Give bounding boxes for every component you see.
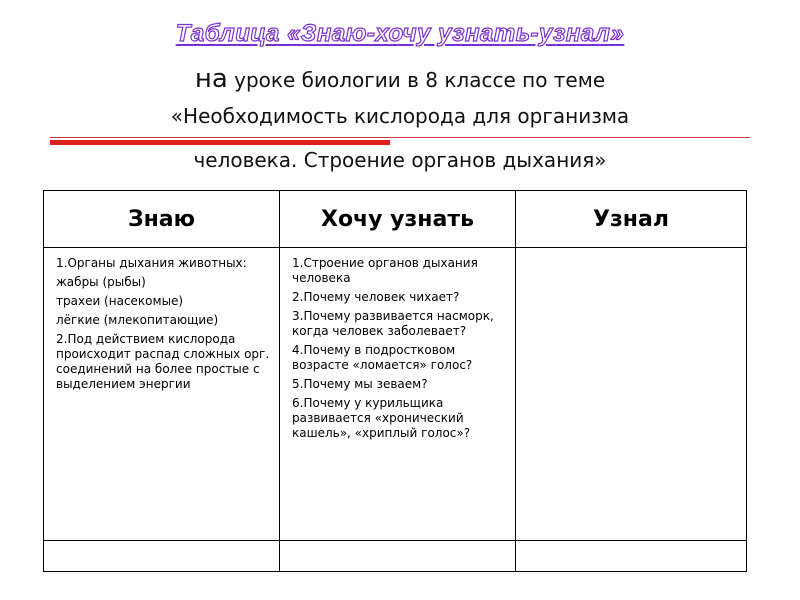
subtitle-line-2: «Необходимость кислорода для организма — [170, 104, 630, 128]
want-item: 4.Почему в подростковом возрасте «ломается» голос? — [292, 343, 473, 372]
know-item: 1.Органы дыхания животных: — [56, 256, 247, 270]
divider-thick — [50, 140, 390, 145]
know-item: лёгкие (млекопитающие) — [56, 313, 219, 327]
kwl-table — [43, 190, 747, 572]
want-item: 1.Строение органов дыхания человека — [292, 256, 478, 285]
table-header-row — [44, 191, 747, 248]
subtitle-line-1-text: уроке биологии в 8 классе по теме — [227, 68, 606, 92]
page-title: Таблица «Знаю-хочу узнать-узнал» — [175, 20, 625, 47]
table-row-empty — [44, 541, 747, 572]
know-item: трахеи (насекомые) — [56, 294, 184, 308]
want-item: 5.Почему мы зеваем? — [292, 377, 428, 391]
know-item: жабры (рыбы) — [56, 275, 146, 289]
header-want: Хочу узнать — [280, 191, 516, 248]
cell-learned — [516, 248, 747, 541]
header-know: Знаю — [44, 191, 280, 248]
subtitle-line-3: человека. Строение органов дыхания» — [193, 148, 607, 172]
empty-cell — [280, 541, 516, 572]
header-learned: Узнал — [516, 191, 747, 248]
empty-cell — [44, 541, 280, 572]
want-item: 6.Почему у курильщика развивается «хронический кашель», «хриплый голос»? — [292, 396, 471, 440]
subtitle-line-1 — [0, 64, 800, 94]
cell-want — [280, 248, 516, 541]
table-row — [44, 248, 747, 541]
want-item: 3.Почему развивается насморк, когда человек заболевает? — [292, 309, 494, 338]
subtitle-prefix: на — [194, 64, 228, 94]
cell-know — [44, 248, 280, 541]
divider-thin — [50, 137, 750, 138]
want-item: 2.Почему человек чихает? — [292, 290, 460, 304]
empty-cell — [516, 541, 747, 572]
know-item: 2.Под действием кислорода происходит распад сложных орг. соединений на более простые с выделением энергии — [56, 332, 270, 391]
